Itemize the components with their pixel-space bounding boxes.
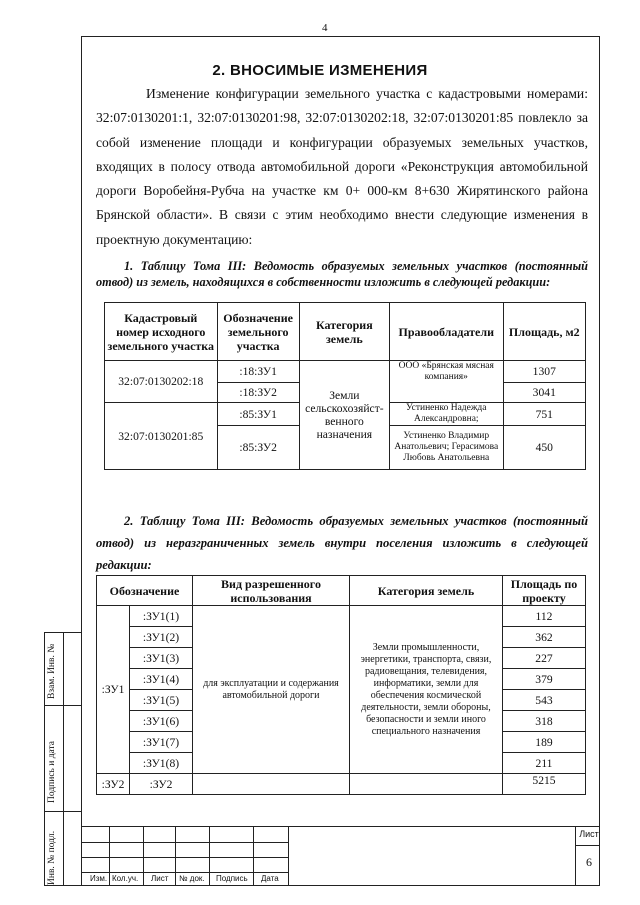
t2-code: :ЗУ1(1)	[130, 606, 193, 627]
t1-header-cadastral: Кадастровый номер исходного земельного участка	[105, 303, 218, 361]
t2-last-code: :ЗУ2	[130, 774, 193, 795]
t1-area: 1307	[503, 361, 585, 383]
table2-caption-text: 2. Таблицу Тома III: Ведомость образуемых земельных участков (постоянный отвод) из неразграниченных земель внутри поселения изложить в следующей редакции:	[96, 514, 588, 572]
t2-code: :ЗУ1(5)	[130, 690, 193, 711]
t2-code: :ЗУ1(7)	[130, 732, 193, 753]
table-row	[97, 774, 586, 795]
t2-last-group: :ЗУ2	[97, 774, 130, 795]
t2-header-category: Категория земель	[350, 576, 503, 606]
stamp-label-date: Дата	[261, 874, 279, 883]
t1-header-area: Площадь, м2	[503, 303, 585, 361]
t1-parcel-b: 32:07:0130201:85	[105, 403, 218, 470]
t1-area: 751	[503, 403, 585, 426]
t2-code: :ЗУ1(4)	[130, 669, 193, 690]
t1-header-owners: Правообладатели	[389, 303, 503, 361]
t2-code: :ЗУ1(2)	[130, 627, 193, 648]
side-stamp	[44, 632, 81, 886]
side-label-replace-inv: Взам. Инв. №	[47, 643, 57, 699]
t1-code: :18:ЗУ1	[217, 361, 299, 383]
stamp-label-change: Изм.	[90, 874, 108, 883]
section-title: 2. ВНОСИМЫЕ ИЗМЕНЕНИЯ	[212, 62, 428, 79]
t2-category: Земли промышленности, энергетики, транспорта, связи, радиовещания, телевидения, информатики, земли для обеспечения космической деятельности, земли обороны, безопасности и земли иного специального назначения	[350, 606, 503, 774]
table1-caption-text: 1. Таблицу Тома III: Ведомость образуемых земельных участков (постоянный отвод) из земель, находящихся в собственности изложить в следующей редакции:	[96, 259, 588, 289]
stamp-label-signature: Подпись	[216, 874, 248, 883]
table2-caption	[96, 510, 588, 576]
t2-area: 379	[503, 669, 586, 690]
t1-parcel-a: 32:07:0130202:18	[105, 361, 218, 403]
t2-use: для эксплуатации и содержания автомобильной дороги	[193, 606, 350, 774]
t2-area: 189	[503, 732, 586, 753]
t2-header-use: Вид разрешенного использования	[193, 576, 350, 606]
t2-header-designation: Обозначение	[97, 576, 193, 606]
t2-area: 112	[503, 606, 586, 627]
t1-category: Земли сельскохозяйст-венного назначения	[299, 361, 389, 470]
t2-area: 211	[503, 753, 586, 774]
sheet-number: 6	[586, 855, 592, 869]
owned-land-table	[104, 302, 586, 470]
t2-last-area: 5215	[503, 774, 586, 795]
t2-code: :ЗУ1(6)	[130, 711, 193, 732]
t1-owner-b1: Устиненко Надежда Александровна;	[389, 403, 503, 426]
t2-area: 543	[503, 690, 586, 711]
table-row	[97, 606, 586, 627]
t2-area: 362	[503, 627, 586, 648]
t2-code: :ЗУ1(3)	[130, 648, 193, 669]
t1-owner-b2: Устиненко Владимир Анатольевич; Герасимова Любовь Анатольевна	[389, 426, 503, 470]
t2-last-use	[193, 774, 350, 795]
t1-owner-a: ООО «Брянская мясная компания»	[389, 361, 503, 403]
t2-area: 227	[503, 648, 586, 669]
unallocated-land-table	[96, 575, 586, 795]
t2-group: :ЗУ1	[97, 606, 130, 774]
t1-code: :18:ЗУ2	[217, 383, 299, 403]
page-number: 4	[322, 22, 328, 34]
intro-text: Изменение конфигурации земельного участка с кадастровыми номерами: 32:07:0130201:1, 32:07:0130201:98, 32:07:0130202:18, 32:07:0130201:85 повлекло за собой изменение площади и конфигурации образуемых земельных участков, входящих в полосу отвода автомобильной дороги «Реконструкция автомобильной дороги Воробейня-Рубча на участке км 0+ 000-км 8+630 Жирятинского района Брянской области». В связи с этим необходимо внести следующие изменения в проектную документацию:	[96, 86, 588, 247]
stamp-label-count: Кол.уч.	[112, 874, 139, 883]
intro-paragraph	[96, 82, 588, 252]
t1-header-designation: Обозначение земельного участка	[217, 303, 299, 361]
table-row	[105, 361, 586, 383]
t2-area: 318	[503, 711, 586, 732]
t1-area: 450	[503, 426, 585, 470]
t2-header-area: Площадь по проекту	[503, 576, 586, 606]
t1-code: :85:ЗУ1	[217, 403, 299, 426]
t1-code: :85:ЗУ2	[217, 426, 299, 470]
t2-last-category	[350, 774, 503, 795]
t2-code: :ЗУ1(8)	[130, 753, 193, 774]
stamp-label-doc: № док.	[179, 874, 205, 883]
title-block	[81, 826, 600, 886]
side-label-inv-orig: Инв. № подл.	[47, 830, 57, 885]
side-label-signature-date: Подпись и дата	[47, 740, 57, 803]
t1-header-category: Категория земель	[299, 303, 389, 361]
table1-caption	[96, 258, 588, 290]
sheet-label: Лист	[579, 829, 599, 839]
stamp-label-sheet: Лист	[151, 874, 169, 883]
t1-area: 3041	[503, 383, 585, 403]
